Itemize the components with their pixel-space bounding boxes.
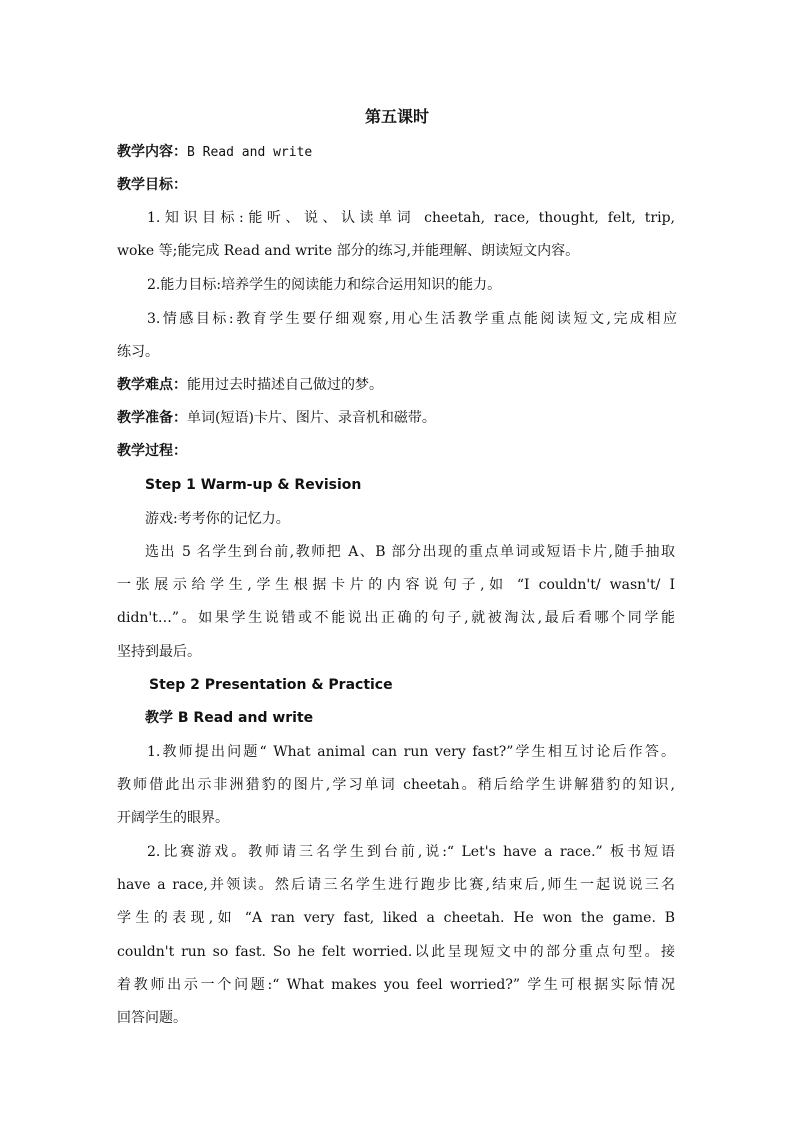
step2-item2-line-2: have a race,并领读。然后请三名学生进行跑步比赛,结束后,师生一起说说三名 [117,877,675,893]
objective-1-line-2: woke 等;能完成 Read and write 部分的练习,并能理解、朗读短文内容。 [117,243,580,259]
page-title: 第五课时 [364,107,429,126]
difficulty-value: 能用过去时描述自己做过的梦。 [187,377,383,393]
step1-paragraph-line-4: 坚持到最后。 [117,644,201,660]
step1-paragraph-line-1: 选出 5 名学生到台前,教师把 A、B 部分出现的重点单词或短语卡片,随手抽取 [145,544,675,560]
step2-item2-line-4: couldn't run so fast. So he felt worried.以此呈现短文中的部分重点句型。接 [117,944,675,960]
objective-3-line-2: 练习。 [117,344,159,360]
step2-subtitle: 教学 B Read and write [145,710,314,726]
objective-1-line-1: 1.知识目标:能听、说、认读单词 cheetah, race, thought, felt, trip, [147,210,675,226]
preparation-label: 教学准备： [117,410,187,426]
step1-title: Step 1 Warm-up & Revision [145,477,362,493]
content-label: 教学内容： [117,144,187,160]
difficulty-label: 教学难点： [117,377,187,393]
step2-item1-line-3: 开阔学生的眼界。 [117,810,229,826]
step1-paragraph-line-3: didn't…”。如果学生说错或不能说出正确的句子,就被淘汰,最后看哪个同学能 [117,610,675,626]
objective-3-line-1: 3.情感目标:教育学生要仔细观察,用心生活教学重点能阅读短文,完成相应 [147,311,677,327]
step2-item1-line-1: 1.教师提出问题“ What animal can run very fast?”学生相互讨论后作答。 [147,744,675,760]
difficulty-row [117,374,383,396]
process-label: 教学过程： [117,443,187,459]
step2-item2-line-5: 着教师出示一个问题:“ What makes you feel worried?” 学生可根据实际情况 [117,977,675,993]
content-value: B Read and write [187,145,313,160]
content-row [117,141,312,164]
step2-title: Step 2 Presentation & Practice [149,677,393,693]
objectives-label: 教学目标： [117,177,187,193]
step1-paragraph-line-2: 一张展示给学生,学生根据卡片的内容说句子,如 “I couldn't/ wasn't/ I [117,577,675,593]
step2-item2-line-3: 学生的表现,如 “A ran very fast, liked a cheetah. He won the game. B [117,910,675,926]
preparation-row [117,407,436,429]
preparation-value: 单词(短语)卡片、图片、录音机和磁带。 [187,410,436,426]
step1-game: 游戏:考考你的记忆力。 [145,511,290,527]
step2-item2-line-1: 2.比赛游戏。教师请三名学生到台前,说:“ Let's have a race.” 板书短语 [147,844,675,860]
objective-2: 2.能力目标:培养学生的阅读能力和综合运用知识的能力。 [147,277,502,293]
step2-item2-line-6: 回答问题。 [117,1010,187,1026]
step2-item1-line-2: 教师借此出示非洲猎豹的图片,学习单词 cheetah。稍后给学生讲解猎豹的知识, [117,777,675,793]
